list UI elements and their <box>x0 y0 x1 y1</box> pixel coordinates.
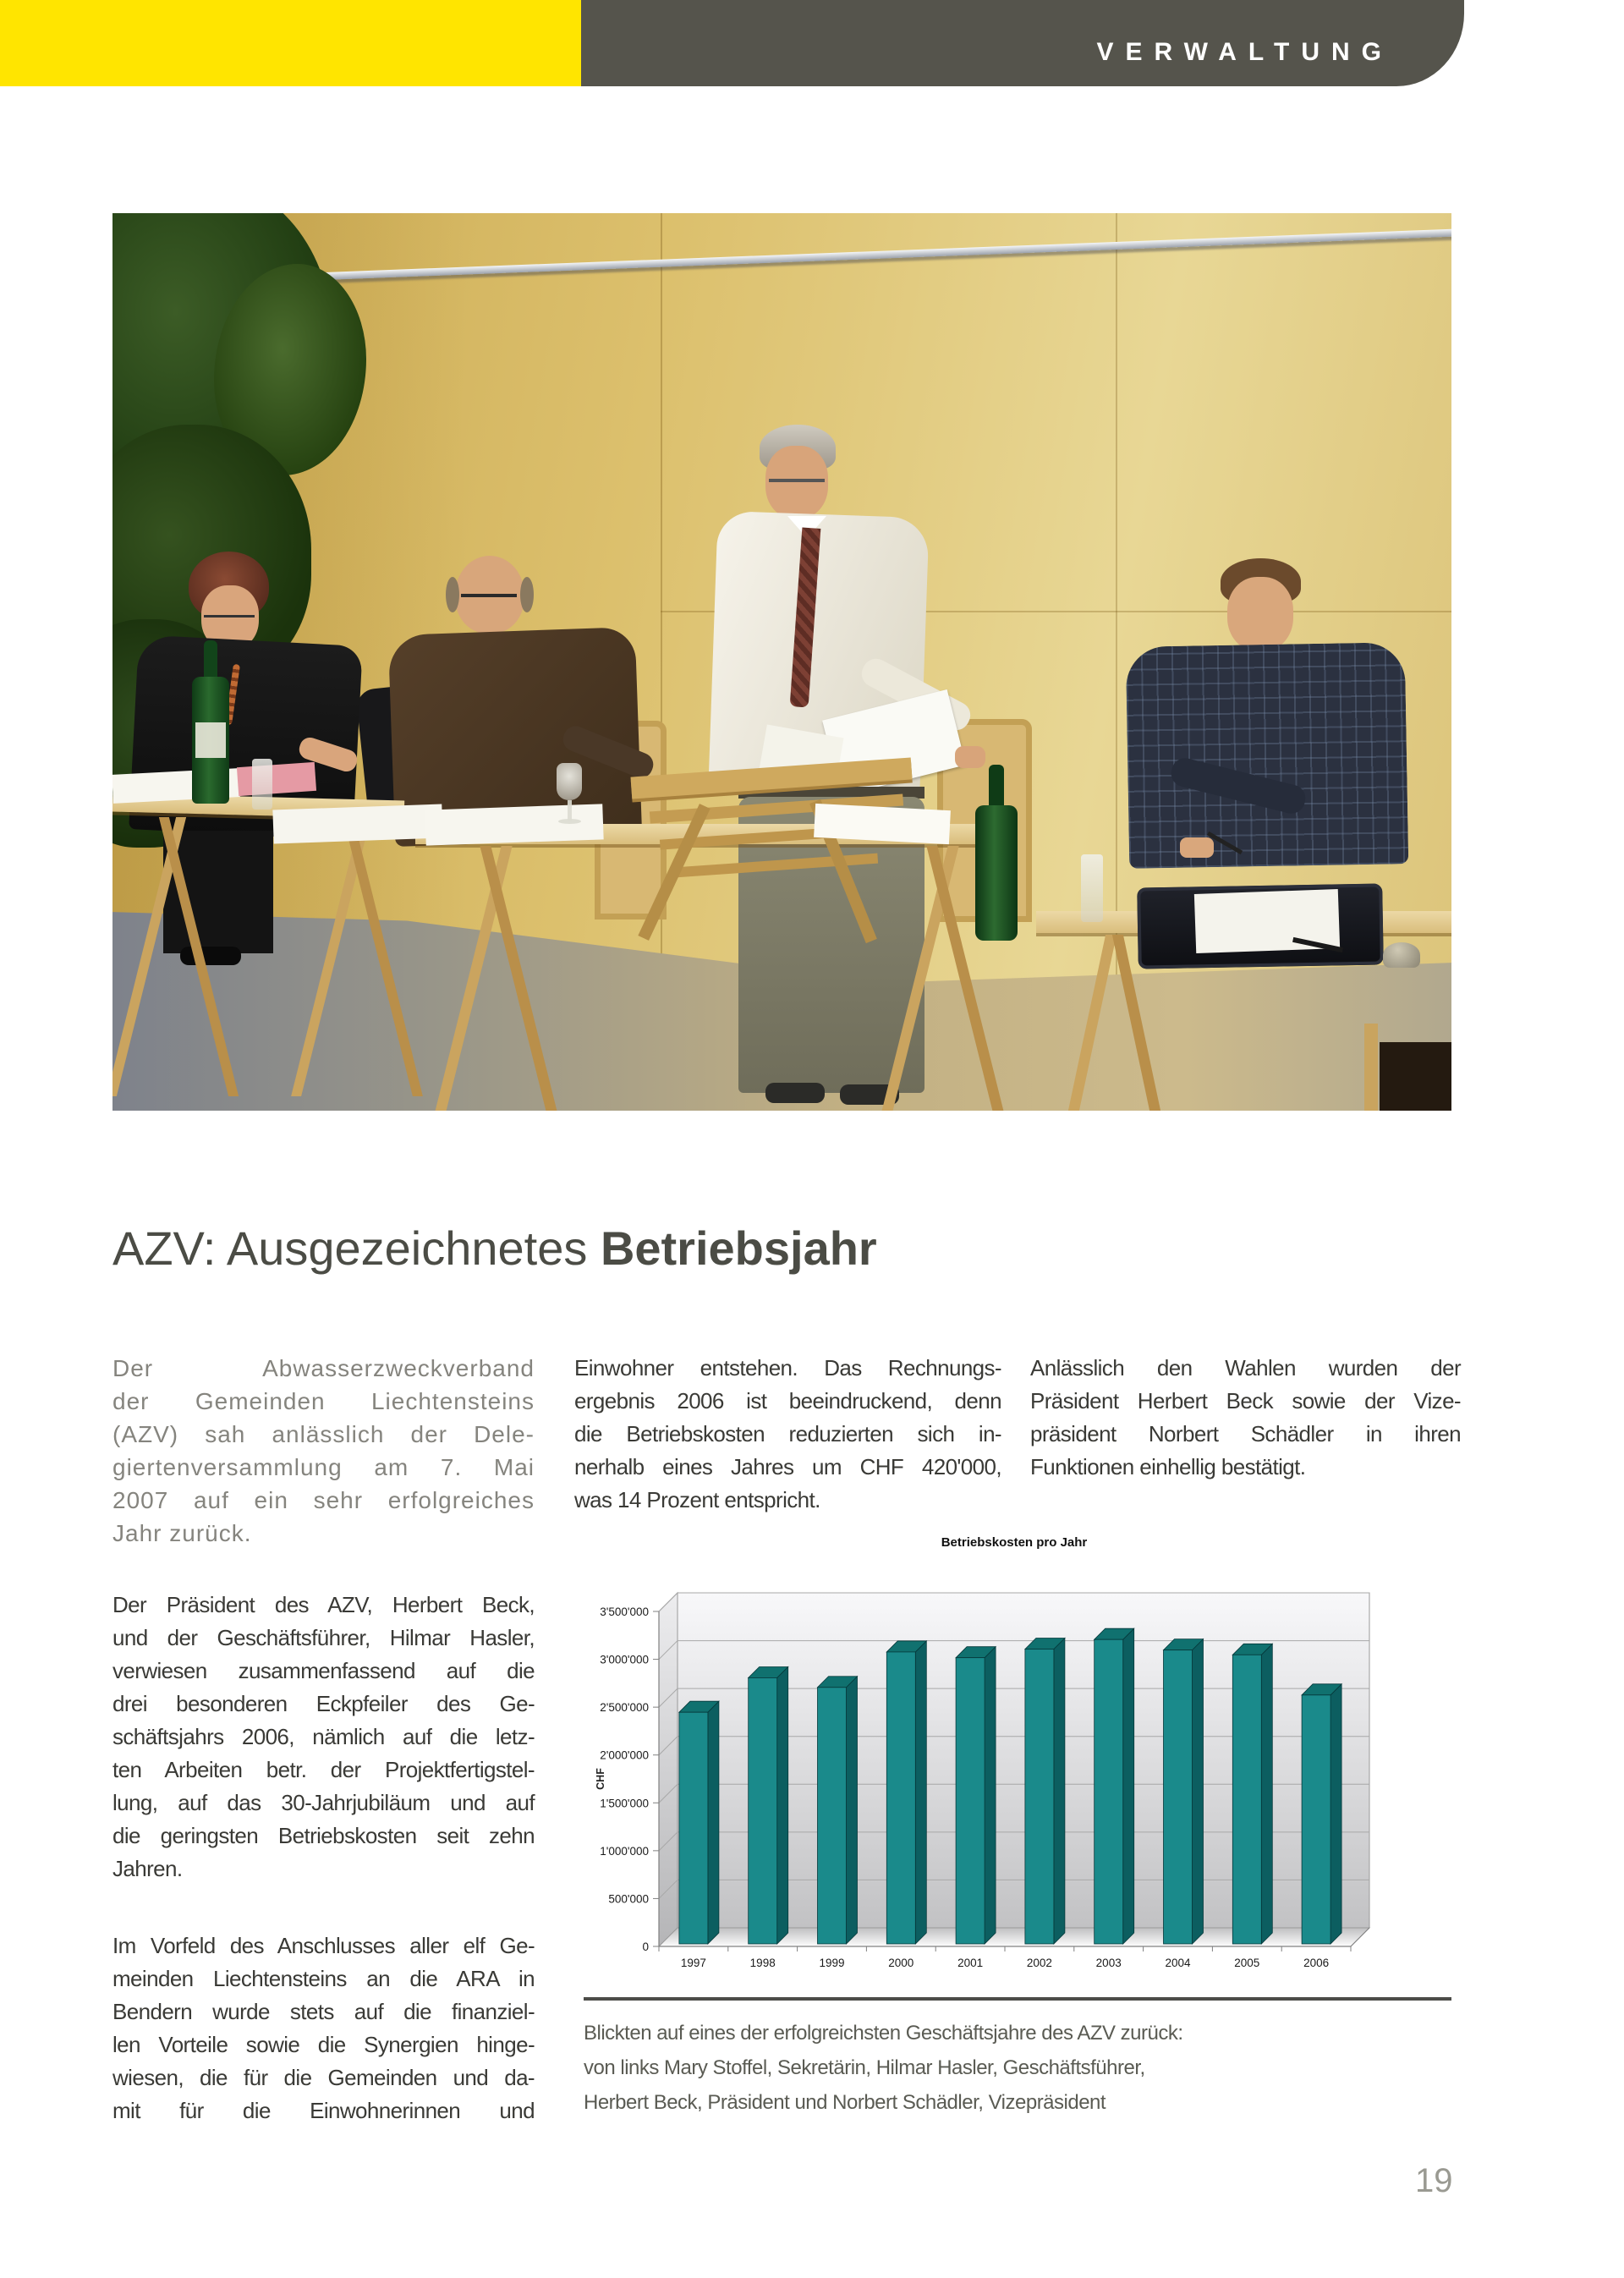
text-line: Anlässlich den Wahlen wurden der <box>1030 1355 1461 1381</box>
text-line: die Betriebskosten reduzierten sich in- <box>574 1421 1001 1446</box>
drinking-glass <box>1081 854 1103 922</box>
intro-paragraph <box>112 1352 535 1550</box>
water-bottle-green <box>975 805 1018 941</box>
page-number: 19 <box>1415 2162 1453 2199</box>
text-line: Im Vorfeld des Anschlusses aller elf Ge- <box>112 1933 535 1958</box>
text-line: Blickten auf eines der erfolgreichsten Geschäftsjahre des AZV zurück: <box>584 2022 1183 2045</box>
text-line: lung, auf das 30-Jahrjubiläum und auf <box>112 1790 535 1815</box>
text-line: schäftsjahrs 2006, nämlich auf die letz- <box>112 1724 535 1749</box>
bar-2006 <box>1302 1695 1330 1944</box>
text-line: präsident Norbert Schädler in ihren <box>1030 1421 1461 1446</box>
y-tick-label: 2'500'000 <box>600 1701 649 1715</box>
bar-2000 <box>886 1652 915 1944</box>
text-line: was 14 Prozent entspricht. <box>574 1487 820 1512</box>
text-line: drei besonderen Eckpfeiler des Ge- <box>112 1691 535 1716</box>
x-category-label: 1997 <box>680 1957 706 1969</box>
glasses-icon <box>461 594 517 597</box>
bar-side-2005 <box>1261 1644 1272 1944</box>
chart-side-wall <box>659 1593 678 1946</box>
text-line: ergebnis 2006 ist beeindruckend, denn <box>574 1388 1001 1413</box>
wooden-lectern <box>616 750 929 953</box>
text-line: der Gemeinden Liechtensteins <box>112 1388 535 1414</box>
text-line: und der Geschäftsführer, Hilmar Hasler, <box>112 1625 535 1650</box>
y-tick-label: 1'000'000 <box>600 1844 649 1858</box>
glasses-icon <box>204 615 255 618</box>
lectern-board <box>630 757 912 799</box>
text-line: giertenversammlung am 7. Mai <box>112 1454 535 1480</box>
page-title <box>112 1221 877 1276</box>
bar-side-2000 <box>915 1641 926 1944</box>
glasses-icon <box>769 479 825 482</box>
text-column-3 <box>1030 1352 1461 1528</box>
y-tick-label: 2'000'000 <box>600 1748 649 1762</box>
bar-side-1999 <box>847 1677 858 1944</box>
x-category-label: 2006 <box>1303 1957 1330 1969</box>
bar-1998 <box>749 1677 777 1944</box>
page-title-regular: AZV: Ausgezeichnetes <box>112 1221 588 1275</box>
pink-papers <box>237 762 316 796</box>
text-line: Der Abwasserzweckverband <box>112 1355 535 1381</box>
header-bar <box>581 0 1464 86</box>
x-category-label: 1999 <box>819 1957 845 1969</box>
caption-divider <box>584 1997 1451 2001</box>
hand <box>955 746 985 768</box>
bar-side-2003 <box>1123 1628 1134 1944</box>
shoe <box>180 947 241 965</box>
hand <box>1180 837 1214 858</box>
face <box>1227 577 1293 651</box>
hair <box>520 577 534 612</box>
body-paragraph <box>112 1589 535 1886</box>
body-paragraph <box>1030 1352 1461 1484</box>
bottle-label <box>195 722 226 758</box>
bar-2001 <box>956 1658 985 1944</box>
yellow-accent-block <box>0 0 581 86</box>
bar-chart-canvas <box>584 1523 1476 1996</box>
bar-side-1998 <box>777 1666 788 1944</box>
wine-glass-stem <box>568 800 572 821</box>
x-category-label: 2002 <box>1026 1957 1052 1969</box>
x-category-label: 2000 <box>888 1957 914 1969</box>
text-line: Präsident Herbert Beck sowie der Vize- <box>1030 1388 1461 1413</box>
text-line: Der Präsident des AZV, Herbert Beck, <box>112 1592 535 1617</box>
text-line: Funktionen einhellig bestätigt. <box>1030 1454 1306 1479</box>
bar-chart-betriebskosten <box>584 1523 1476 1996</box>
text-line: Herbert Beck, Präsident und Norbert Schädler, Vizepräsident <box>584 2091 1106 2114</box>
text-line: mit für die Einwohnerinnen und <box>112 2098 535 2123</box>
bar-1997 <box>679 1712 708 1944</box>
body-paragraph <box>112 1929 535 2127</box>
bar-side-1997 <box>708 1701 719 1944</box>
text-line: Jahr zurück. <box>112 1520 252 1546</box>
wine-glass-foot <box>558 819 581 824</box>
shoe <box>765 1083 825 1103</box>
bar-side-2002 <box>1054 1639 1065 1944</box>
page-title-bold: Betriebsjahr <box>600 1221 877 1275</box>
photo-meeting-room <box>112 213 1451 1111</box>
y-tick-label: 3'500'000 <box>600 1606 649 1618</box>
x-category-label: 1998 <box>749 1957 776 1969</box>
text-line: 2007 auf ein sehr erfolgreiches <box>112 1487 535 1513</box>
y-tick-label: 500'000 <box>608 1892 649 1906</box>
text-line: verwiesen zusammenfassend auf die <box>112 1658 535 1683</box>
text-line: (AZV) sah anlässlich der Dele- <box>112 1421 535 1447</box>
dark-bag-under-table <box>1380 1042 1451 1111</box>
bar-2004 <box>1164 1650 1193 1944</box>
text-line: wiesen, die für die Gemeinden und da- <box>112 2065 535 2090</box>
x-category-label: 2003 <box>1095 1957 1122 1969</box>
plaid-shirt <box>1126 642 1409 869</box>
text-line: len Vorteile sowie die Synergien hinge- <box>112 2032 535 2057</box>
section-tag: VERWALTUNG <box>1096 38 1393 66</box>
text-line: meinden Liechtensteins an die ARA in <box>112 1966 535 1991</box>
bar-2003 <box>1095 1639 1123 1944</box>
text-line: ten Arbeiten betr. der Projektfertigstel- <box>112 1757 535 1782</box>
face <box>765 446 828 519</box>
bar-2005 <box>1232 1655 1261 1944</box>
text-line: die geringsten Betriebskosten seit zehn <box>112 1823 535 1848</box>
bar-side-2001 <box>985 1647 996 1944</box>
x-category-label: 2001 <box>957 1957 984 1969</box>
text-line: Einwohner entstehen. Das Rechnungs- <box>574 1355 1001 1381</box>
y-axis-label: CHF <box>595 1768 606 1790</box>
y-tick-label: 3'000'000 <box>600 1653 649 1666</box>
hair <box>446 577 459 612</box>
photo-caption <box>584 2016 1362 2120</box>
bar-side-2004 <box>1193 1639 1204 1944</box>
papers <box>272 804 442 844</box>
chart-title: Betriebskosten pro Jahr <box>941 1535 1088 1550</box>
papers <box>425 804 603 845</box>
y-tick-label: 1'500'000 <box>600 1797 649 1810</box>
text-line: nerhalb eines Jahres um CHF 420'000, <box>574 1454 1001 1479</box>
wood-post <box>1364 1024 1378 1111</box>
text-column-1 <box>112 1352 535 2171</box>
text-line: Bendern wurde stets auf die finanziel- <box>112 1999 535 2024</box>
x-category-label: 2005 <box>1234 1957 1260 1969</box>
bar-2002 <box>1025 1649 1054 1944</box>
bar-1999 <box>818 1688 847 1944</box>
desk-bell <box>1383 942 1420 968</box>
drinking-glass <box>252 759 272 810</box>
text-line: von links Mary Stoffel, Sekretärin, Hilmar Hasler, Geschäftsführer, <box>584 2056 1145 2079</box>
wine-glass <box>557 763 582 800</box>
bar-side-2006 <box>1330 1684 1341 1944</box>
water-bottle-green <box>989 765 1004 810</box>
papers <box>814 804 951 844</box>
y-tick-label: 0 <box>642 1940 649 1953</box>
text-line: Jahren. <box>112 1856 183 1881</box>
body-paragraph <box>574 1352 1001 1517</box>
x-category-label: 2004 <box>1165 1957 1191 1969</box>
